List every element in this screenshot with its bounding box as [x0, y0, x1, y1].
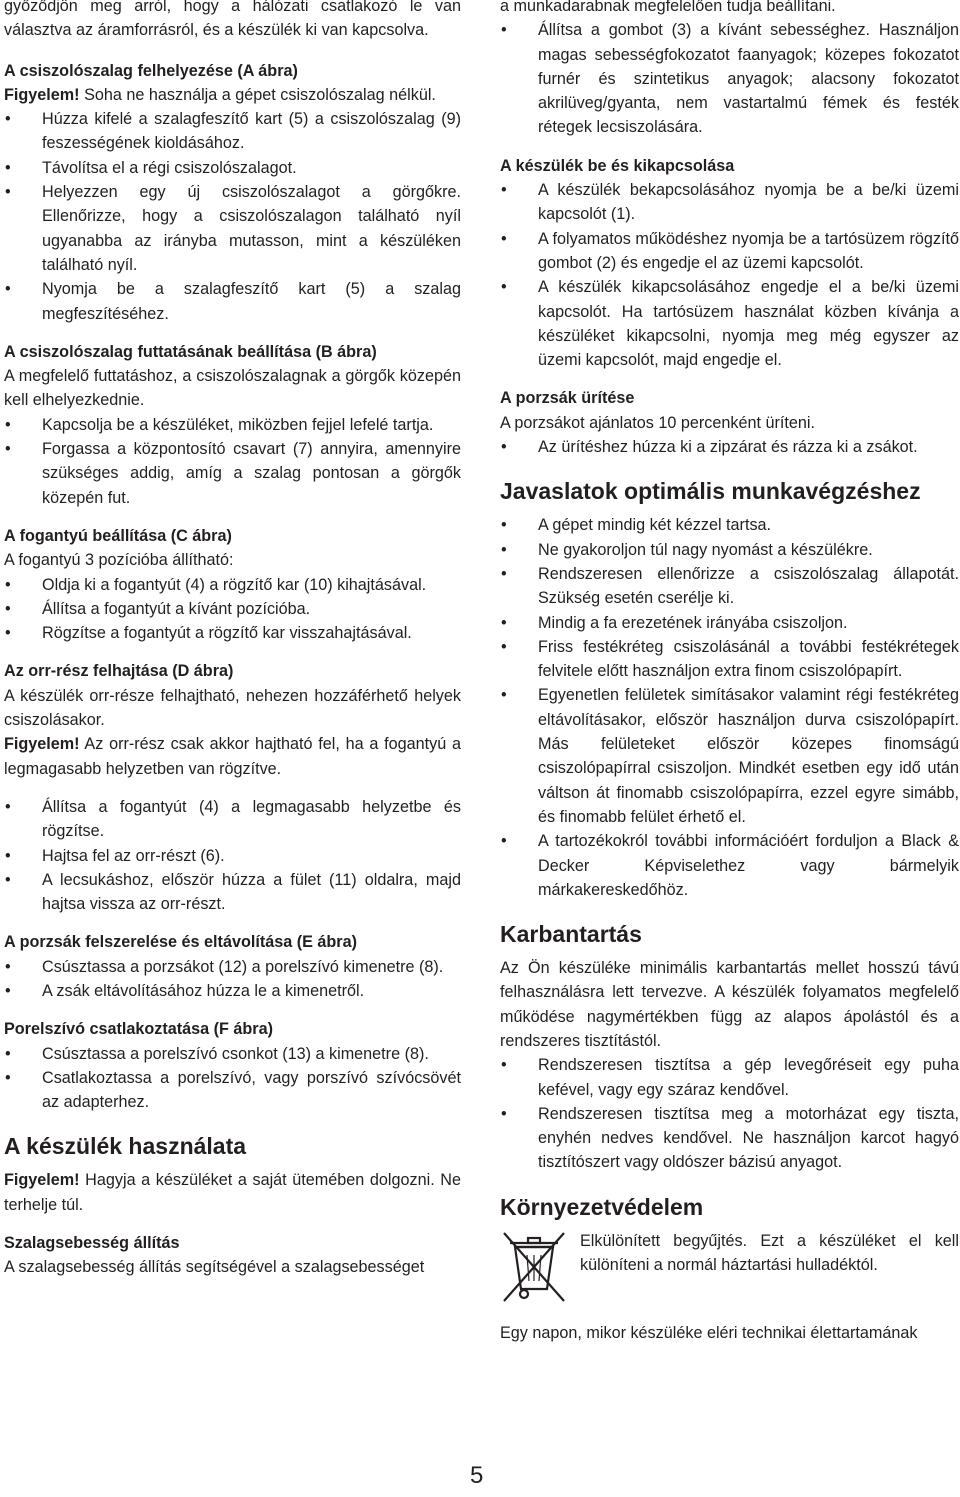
list-tips: [500, 513, 959, 902]
section-title-emptying: A porzsák ürítése: [500, 389, 635, 408]
intro-text: győződjön meg arról, hogy a hálózati csatlakozó le van választva az áramforrásról, és a készülék ki van kapcsolva.: [4, 0, 461, 40]
list-item: • Állítsa a fogantyút (4) a legmagasabb helyzetbe és rögzítse.: [4, 795, 461, 844]
list-item: • Rendszeresen tisztítsa a gép levegőréseit egy puha kefével, vagy egy száraz kendővel.: [500, 1053, 959, 1102]
list-item: • Állítsa a fogantyút a kívánt pozícióba.: [4, 597, 461, 621]
list-item: • Kapcsolja be a készüléket, miközben fejjel lefelé tartja.: [4, 413, 461, 437]
list-item: • Csúsztassa a porzsákot (12) a porelszívó kimenetre (8).: [4, 955, 461, 979]
paragraph-belt-tracking: A megfelelő futtatáshoz, a csiszolószalagnak a görgők közepén kell elhelyezkednie.: [4, 367, 461, 410]
section-title-dust-bag: A porzsák felszerelése és eltávolítása (E ábra): [4, 933, 358, 952]
list-item: • A tartozékokról további információért forduljon a Black & Decker Képviselethez vagy bármelyik márkakereskedőhöz.: [500, 829, 959, 902]
heading-environment: Környezetvédelem: [500, 1193, 704, 1220]
section-title-speed: Szalagsebesség állítás: [4, 1234, 180, 1253]
warning-belt-fit: [4, 83, 461, 107]
list-item: • Oldja ki a fogantyút (4) a rögzítő kar (10) kihajtásával.: [4, 573, 461, 597]
continued-text: a munkadarabnak megfelelően tudja beállítani.: [500, 0, 836, 15]
list-nose: [4, 795, 461, 916]
list-switching: [500, 178, 959, 372]
paragraph-nose: A készülék orr-része felhajtható, nehezen hozzáférhető helyek csiszolásakor.: [4, 686, 461, 730]
warning-label: Figyelem!: [4, 735, 80, 754]
list-item: • Friss festékréteg csiszolásánál a további festékrétegek felvitele előtt használjon extra finom csiszolópapírt.: [500, 635, 959, 684]
list-item: • Forgassa a központosító csavart (7) annyira, amennyire szükséges addig, amíg a szalag pontosan a görgők közepén fut.: [4, 437, 461, 510]
warning-text: Hagyja a készüléket a saját ütemében dolgozni. Ne terhelje túl.: [4, 1171, 461, 1214]
list-item: • A gépet mindig két kézzel tartsa.: [500, 513, 959, 537]
list-item: • Távolítsa el a régi csiszolószalagot.: [4, 156, 461, 180]
warning-label: Figyelem!: [4, 85, 80, 104]
page-number: 5: [470, 1462, 484, 1489]
paragraph-maintenance: Az Ön készüléke minimális karbantartás mellet hosszú távú felhasználásra lett tervezve. A készülék folyamatos megfelelő működése nagymértékben függ az alapos ápolástól és a rendszeres tisztítástól.: [500, 959, 959, 1050]
heading-use: A készülék használata: [4, 1133, 247, 1160]
list-item: • A készülék kikapcsolásához engedje el a be/ki üzemi kapcsolót. Ha tartósüzem használat közben kívánja a készüléket kikapcsolni, nyomja meg még egyszer az üzemi kapcsolót, majd engedje el.: [500, 275, 959, 372]
list-maintenance: [500, 1053, 959, 1174]
list-item: • Helyezzen egy új csiszolószalagot a görgőkre. Ellenőrizze, hogy a csiszolószalagon található nyíl ugyanabba az irányba mutasson, mint a készüléken található nyíl.: [4, 180, 461, 277]
section-title-belt-fit: A csiszolószalag felhelyezése (A ábra): [4, 61, 298, 80]
list-dust-bag: [4, 955, 461, 1004]
section-title-switching: A készülék be és kikapcsolása: [500, 156, 735, 175]
section-title-nose: Az orr-rész felhajtása (D ábra): [4, 662, 234, 681]
list-item: • Egyenetlen felületek simításakor valamint régi festékréteg eltávolításakor, először használjon durva csiszolópapírt. Más felületeket először közepes finomságú csiszolópapírral csiszoljon. Mindkét esetben egy idő után váltson át finomabb csiszolópapírra, ezzel egyre simább, és finomabb felület érhető el.: [500, 683, 959, 829]
list-item: • Ne gyakoroljon túl nagy nyomást a készülékre.: [500, 538, 959, 562]
environment-text: Elkülönített begyűjtés. Ezt a készüléket el kell különíteni a normál háztartási hulladéktól.: [580, 1231, 959, 1275]
left-column: [4, 0, 461, 1280]
warning-nose: [4, 732, 461, 781]
list-item: • Az ürítéshez húzza ki a zipzárat és rázza ki a zsákot.: [500, 435, 959, 459]
list-emptying: [500, 435, 959, 459]
heading-tips: Javaslatok optimális munkavégzéshez: [500, 478, 921, 505]
list-item: • Mindig a fa erezetének irányába csiszoljon.: [500, 611, 959, 635]
section-title-dust-extraction: Porelszívó csatlakoztatása (F ábra): [4, 1020, 273, 1039]
list-item: • A lecsukáshoz, először húzza a fület (11) oldalra, majd hajtsa vissza az orr-részt.: [4, 868, 461, 917]
list-belt-tracking: [4, 413, 461, 510]
list-speed: [500, 18, 959, 139]
paragraph-speed: A szalagsebesség állítás segítségével a szalagsebességet: [4, 1258, 425, 1277]
list-item: • Hajtsa fel az orr-részt (6).: [4, 844, 461, 868]
section-title-belt-tracking: A csiszolószalag futtatásának beállítása (B ábra): [4, 342, 377, 361]
list-item: • Rendszeresen ellenőrizze a csiszolószalag állapotát. Szükség esetén cserélje ki.: [500, 562, 959, 611]
list-item: • Rendszeresen tisztítsa meg a motorházat egy tiszta, enyhén nedves kendővel. Ne használjon karcot hagyó tisztítószert vagy oldószer bázisú anyagot.: [500, 1102, 959, 1175]
warning-text: Az orr-rész csak akkor hajtható fel, ha a fogantyú a legmagasabb helyzetben van rögzítve.: [4, 735, 461, 778]
list-item: • Rögzítse a fogantyút a rögzítő kar visszahajtásával.: [4, 621, 461, 645]
warning-label: Figyelem!: [4, 1171, 80, 1190]
list-item: • Csatlakoztassa a porelszívó, vagy porszívó szívócsövét az adapterhez.: [4, 1066, 461, 1115]
paragraph-emptying: A porzsákot ajánlatos 10 percenként üríteni.: [500, 413, 815, 432]
list-item: • A folyamatos működéshez nyomja be a tartósüzem rögzítő gombot (2) és engedje el az üzemi kapcsolót.: [500, 227, 959, 276]
section-title-handle: A fogantyú beállítása (C ábra): [4, 526, 232, 545]
right-column: [500, 0, 959, 1345]
list-item: • A készülék bekapcsolásához nyomja be a be/ki üzemi kapcsolót (1).: [500, 178, 959, 227]
crossed-out-wheelie-bin-icon: [500, 1229, 568, 1305]
list-item: • A zsák eltávolításához húzza le a kimenetről.: [4, 979, 461, 1003]
heading-maintenance: Karbantartás: [500, 921, 642, 948]
warning-text: Soha ne használja a gépet csiszolószalag nélkül.: [79, 85, 436, 104]
environment-last-line: Egy napon, mikor készüléke eléri technikai élettartamának: [500, 1323, 918, 1342]
list-dust-extraction: [4, 1042, 461, 1115]
environment-block: [500, 1229, 959, 1305]
list-item: • Húzza kifelé a szalagfeszítő kart (5) a csiszolószalag (9) feszességének kioldásához.: [4, 107, 461, 156]
paragraph-handle: A fogantyú 3 pozícióba állítható:: [4, 551, 234, 570]
list-item: • Csúsztassa a porelszívó csonkot (13) a kimenetre (8).: [4, 1042, 461, 1066]
list-belt-fit: [4, 107, 461, 326]
warning-use: [4, 1168, 461, 1217]
list-item: • Állítsa a gombot (3) a kívánt sebességhez. Használjon magas sebességfokozatot faanyagok; közepes fokozatot furnér és szintetikus anyagok; alacsony fokozatot akrilüveg/gyanta, nem vastartalmú fémek és festék rétegek lecsiszolására.: [500, 18, 959, 139]
list-handle: [4, 573, 461, 646]
list-item: • Nyomja be a szalagfeszítő kart (5) a szalag megfeszítéséhez.: [4, 277, 461, 326]
